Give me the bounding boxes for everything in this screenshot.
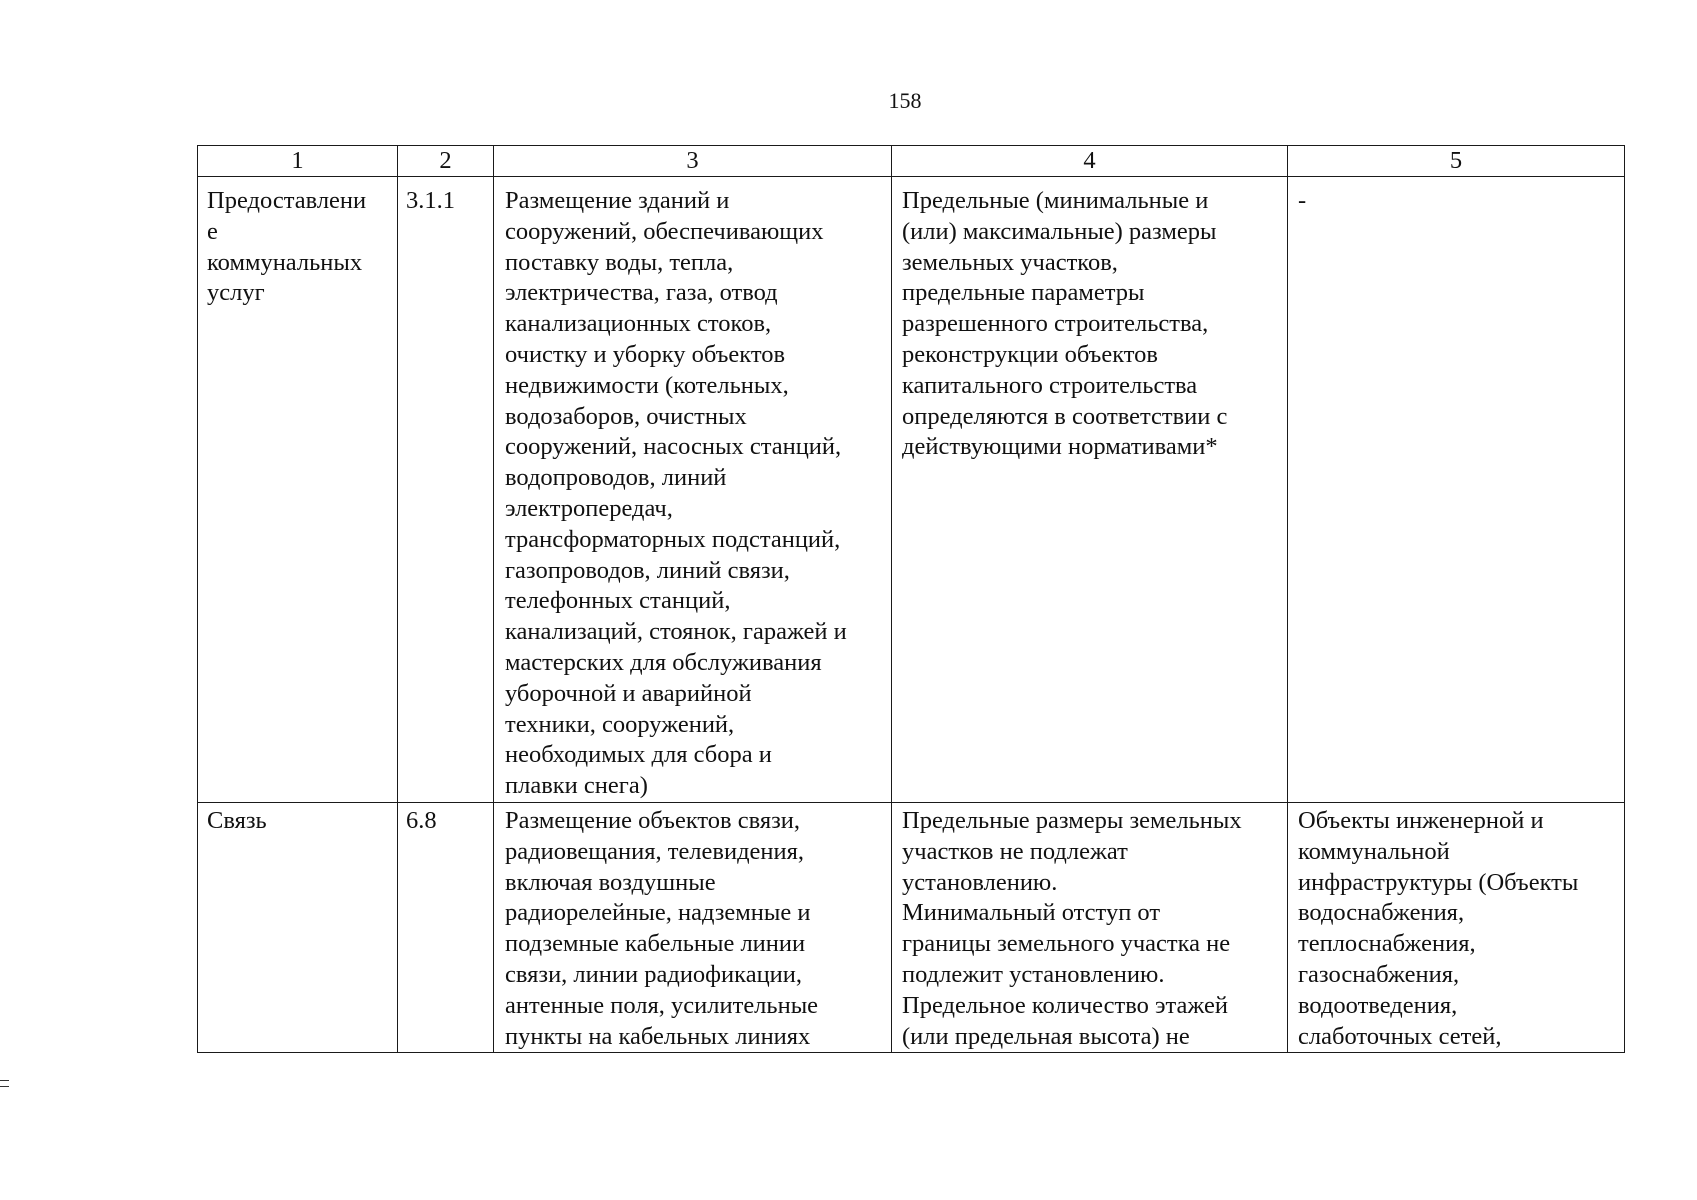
use-type-cell [198,802,398,1052]
use-type-text: Связь [207,806,267,834]
header-col-3: 3 [494,146,892,177]
header-col-2: 2 [398,146,494,177]
header-col-1: 1 [198,146,398,177]
table-header-row [198,146,1625,177]
use-type-cell [198,177,398,803]
parameters-cell [892,177,1288,803]
header-col-4: 4 [892,146,1288,177]
objects-text: - [1298,187,1307,214]
use-type-text: Предоставлени е коммунальных услуг [207,187,367,307]
description-text: Размещение зданий и сооружений, обеспечивающих поставку воды, тепла, электричества, газа, отвод канализационных стоков, очистку и уборку объектов недвижимости (котельных, водозаборов, очистных сооружений, насосных станций, водопроводов, линий электропередач, трансформаторных подстанций, газопроводов, линий связи, телефонных станций, канализаций, стоянок, гаражей и мастерских для обслуживания уборочной и аварийной техники, сооружений, необходимых для сбора и плавки снега) [505,187,847,800]
code-cell [398,177,494,803]
page-number: 158 [888,88,922,113]
objects-cell [1288,802,1625,1052]
code-cell [398,802,494,1052]
description-cell [494,177,892,803]
zoning-table [197,145,1625,1053]
description-cell [494,802,892,1052]
parameters-text: Предельные размеры земельных участков не подлежат установлению. Минимальный отступ от границы земельного участка не подлежит установлению. Предельное количество этажей (или предельная высота) не [902,806,1242,1050]
table-row [198,802,1625,1052]
table-row [198,177,1625,803]
code-text: 3.1.1 [406,187,455,214]
description-text: Размещение объектов связи, радиовещания, телевидения, включая воздушные радиорелейные, надземные и подземные кабельные линии связи, линии радиофикации, антенные поля, усилительные пункты на кабельных линиях [505,806,819,1050]
code-text: 6.8 [406,806,437,834]
parameters-text: Предельные (минимальные и (или) максимальные) размеры земельных участков, предельные параметры разрешенного строительства, реконструкции объектов капитального строительства определяются в соответствии с действующими нормативами* [902,187,1228,461]
scan-edge-mark [0,1080,9,1087]
objects-cell [1288,177,1625,803]
objects-text: Объекты инженерной и коммунальной инфраструктуры (Объекты водоснабжения, теплоснабжения, газоснабжения, водоотведения, слаботочных сетей, [1298,806,1579,1050]
parameters-cell [892,802,1288,1052]
header-col-5: 5 [1288,146,1625,177]
